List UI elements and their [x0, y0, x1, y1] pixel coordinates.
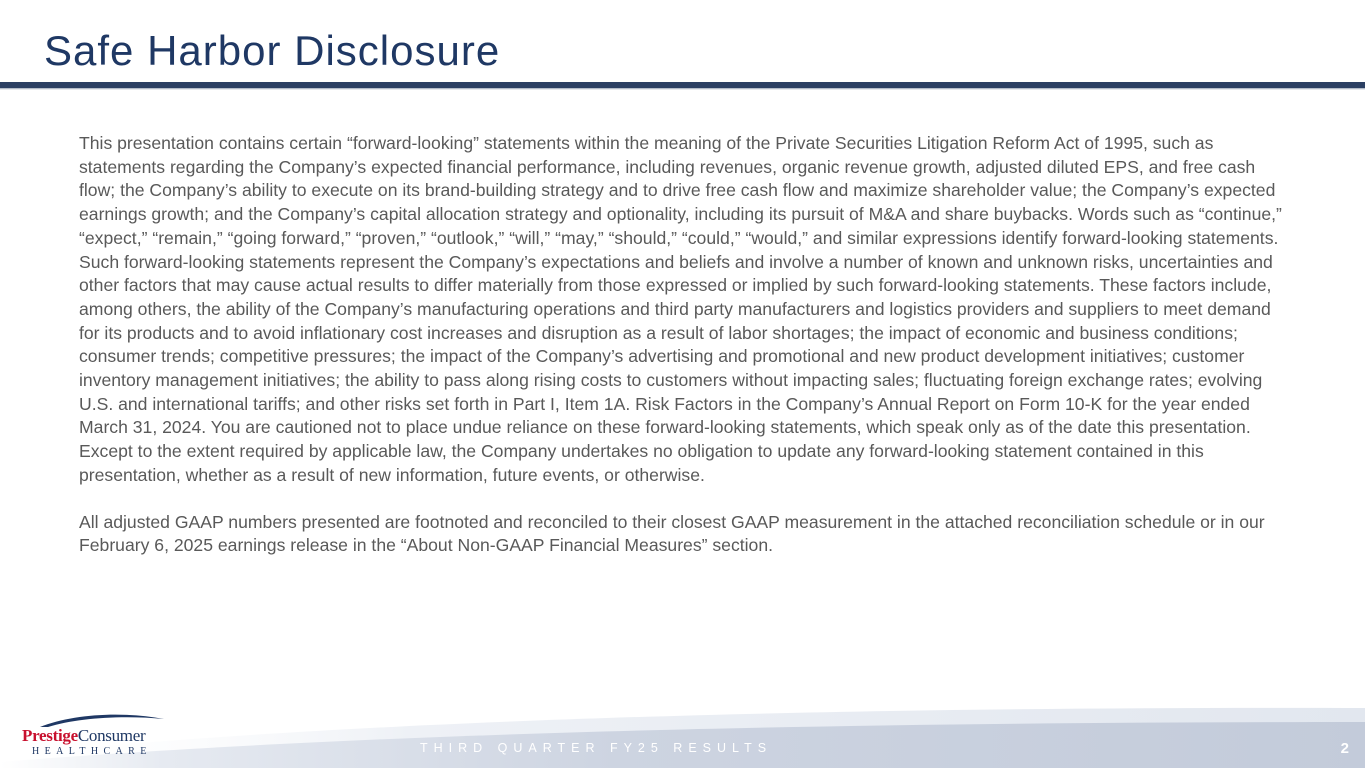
gaap-note-paragraph: All adjusted GAAP numbers presented are footnoted and reconciled to their closest GAAP measurement in the attached reconciliation schedule or in our February 6, 2025 earnings release in the “About Non-GAAP Financial Measures” section.: [79, 511, 1265, 556]
page-number: 2: [1340, 740, 1349, 757]
disclosure-body: [79, 132, 1291, 558]
company-logo: [22, 712, 172, 762]
disclosure-paragraph: This presentation contains certain “forward-looking” statements within the meaning of the Private Securities Litigation Reform Act of 1995, such as statements regarding the Company’s expected financial performance, including revenues, organic revenue growth, adjusted diluted EPS, and free cash flow; the Company’s ability to execute on its brand-building strategy and to drive free cash flow and maximize shareholder value; the Company’s expected earnings growth; and the Company’s capital allocation strategy and optionality, including its pursuit of M&A and share buybacks. Words such as “continue,” “expect,” “remain,” “going forward,” “proven,” “outlook,” “will,” “may,” “should,” “could,” “would,” and similar expressions identify forward-looking statements. Such forward-looking statements represent the Company’s expectations and beliefs and involve a number of known and unknown risks, uncertainties and other factors that may cause actual results to differ materially from those expressed or implied by such forward-looking statements. These factors include, among others, the ability of the Company’s manufacturing operations and third party manufacturers and logistics providers and suppliers to meet demand for its products and to avoid inflationary cost increases and disruption as a result of labor shortages; the impact of economic and business conditions; consumer trends; competitive pressures; the impact of the Company’s advertising and promotional and new product development initiatives; customer inventory management initiatives; the ability to pass along rising costs to customers without impacting sales; fluctuating foreign exchange rates; evolving U.S. and international tariffs; and other risks set forth in Part I, Item 1A. Risk Factors in the Company’s Annual Report on Form 10-K for the year ended March 31, 2024. You are cautioned not to place undue reliance on these forward-looking statements, which speak only as of the date this presentation. Except to the extent required by applicable law, the Company undertakes no obligation to update any forward-looking statement contained in this presentation, whether as a result of new information, future events, or otherwise.: [79, 133, 1282, 485]
logo-word-consumer: Consumer: [77, 726, 146, 745]
footer-label: THIRD QUARTER FY25 RESULTS: [419, 741, 773, 755]
logo-subline: HEALTHCARE: [32, 746, 152, 757]
title-divider-shadow: [0, 88, 1365, 90]
slide-title: Safe Harbor Disclosure: [44, 27, 501, 74]
footer-swoosh: [0, 688, 1365, 768]
logo-wordmark: [22, 726, 145, 746]
logo-word-prestige: Prestige: [22, 726, 78, 745]
